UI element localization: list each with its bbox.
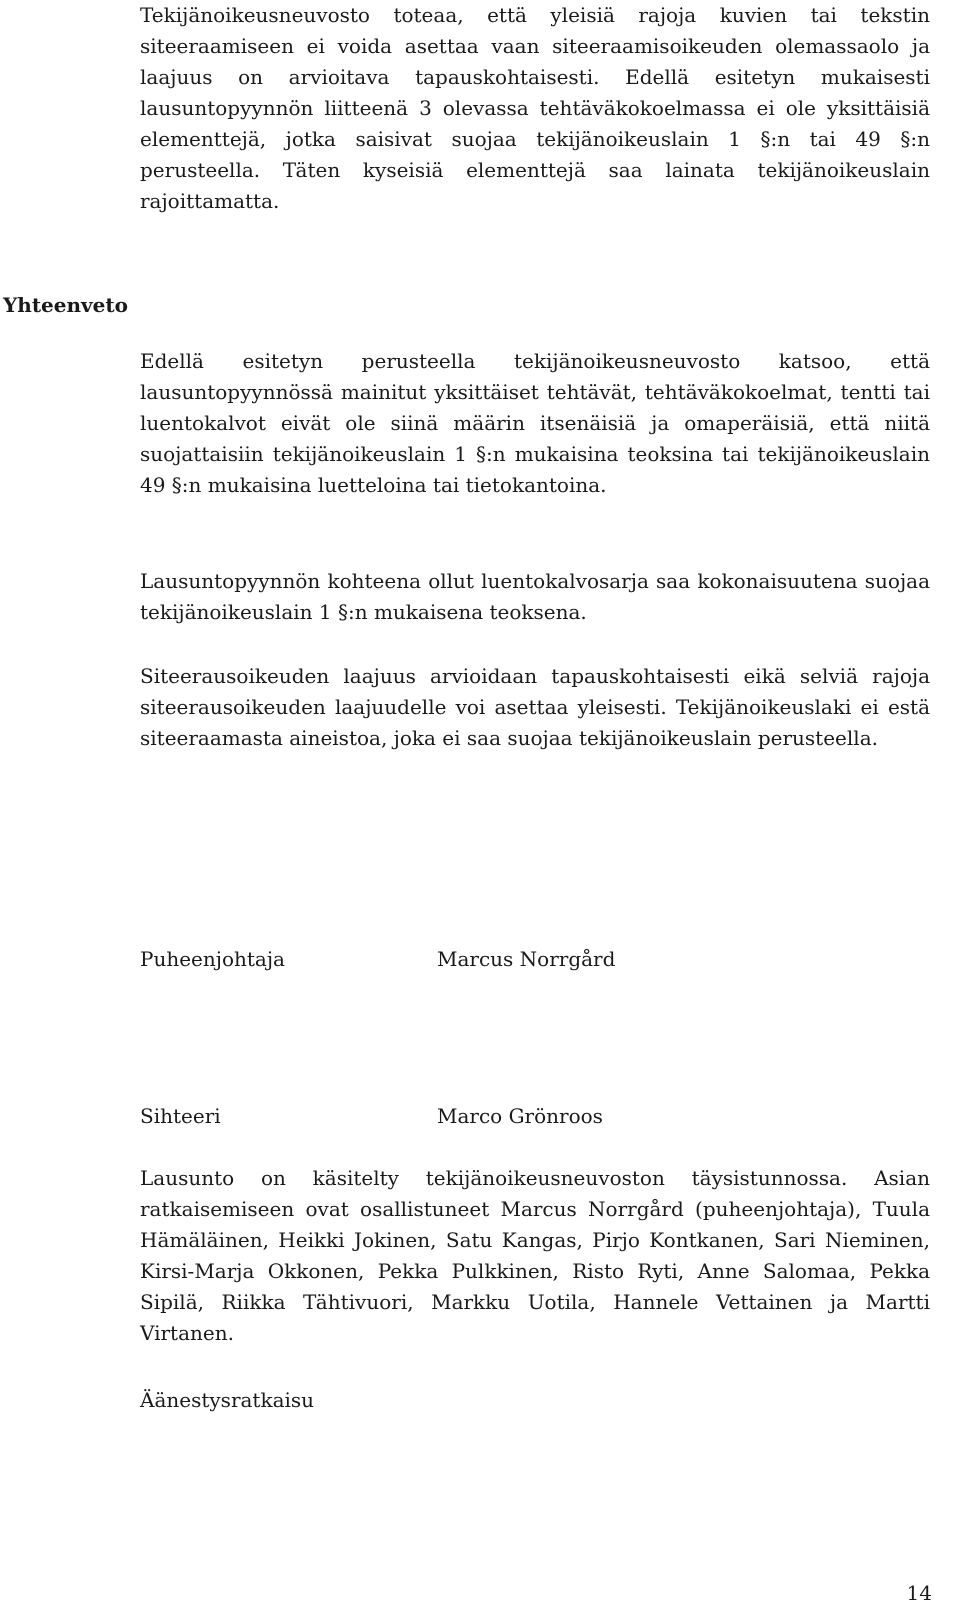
signature-role-secretary: Sihteeri — [140, 1104, 221, 1128]
page-number: 14 — [906, 1581, 932, 1605]
summary-paragraph-3: Siteerausoikeuden laajuus arvioidaan tapauskohtaisesti eikä selviä rajoja siteerausoikeuden laajuudelle voi asettaa yleisesti. Tekijänoikeuslaki ei estä siteeraamasta aineistoa, joka ei saa suojaa tekijänoikeuslain perusteella. — [140, 664, 930, 750]
closing-paragraph: Lausunto on käsitelty tekijänoikeusneuvoston täysistunnossa. Asian ratkaisemiseen ovat osallistuneet Marcus Norrgård (puheenjohtaja), Tuula Hämäläinen, Heikki Jokinen, Satu Kangas, Pirjo Kontkanen, Sari Nieminen, Kirsi-Marja Okkonen, Pekka Pulkkinen, Risto Ryti, Anne Salomaa, Pekka Sipilä, Riikka Tähtivuori, Markku Uotila, Hannele Vettainen ja Martti Virtanen. — [140, 1166, 930, 1345]
signature-name-chair: Marcus Norrgård — [437, 947, 616, 971]
signature-role-chair: Puheenjohtaja — [140, 947, 285, 971]
signature-name-secretary: Marco Grönroos — [437, 1104, 603, 1128]
section-heading: Yhteenveto — [3, 293, 128, 317]
voting-heading: Äänestysratkaisu — [140, 1388, 315, 1412]
intro-paragraph: Tekijänoikeusneuvosto toteaa, että yleisiä rajoja kuvien tai tekstin siteeraamiseen ei voida asettaa vaan siteeraamisoikeuden olemassaolo ja laajuus on arvioitava tapauskohtaisesti. Edellä esitetyn mukaisesti lausuntopyynnön liitteenä 3 olevassa tehtäväkokoelmassa ei ole yksittäisiä elementtejä, jotka saisivat suojaa tekijänoikeuslain 1 §:n tai 49 §:n perusteella. Täten kyseisiä elementtejä saa lainata tekijänoikeuslain rajoittamatta. — [140, 3, 930, 213]
summary-paragraph-1: Edellä esitetyn perusteella tekijänoikeusneuvosto katsoo, että lausuntopyynnössä mainitut yksittäiset tehtävät, tehtäväkokoelmat, tentti tai luentokalvot eivät ole siinä määrin itsenäisiä ja omaperäisiä, että niitä suojattaisiin tekijänoikeuslain 1 §:n mukaisina teoksina tai tekijänoikeuslain 49 §:n mukaisina luetteloina tai tietokantoina. — [140, 349, 930, 497]
summary-paragraph-2: Lausuntopyynnön kohteena ollut luentokalvosarja saa kokonaisuutena suojaa tekijänoikeuslain 1 §:n mukaisena teoksena. — [140, 569, 930, 624]
